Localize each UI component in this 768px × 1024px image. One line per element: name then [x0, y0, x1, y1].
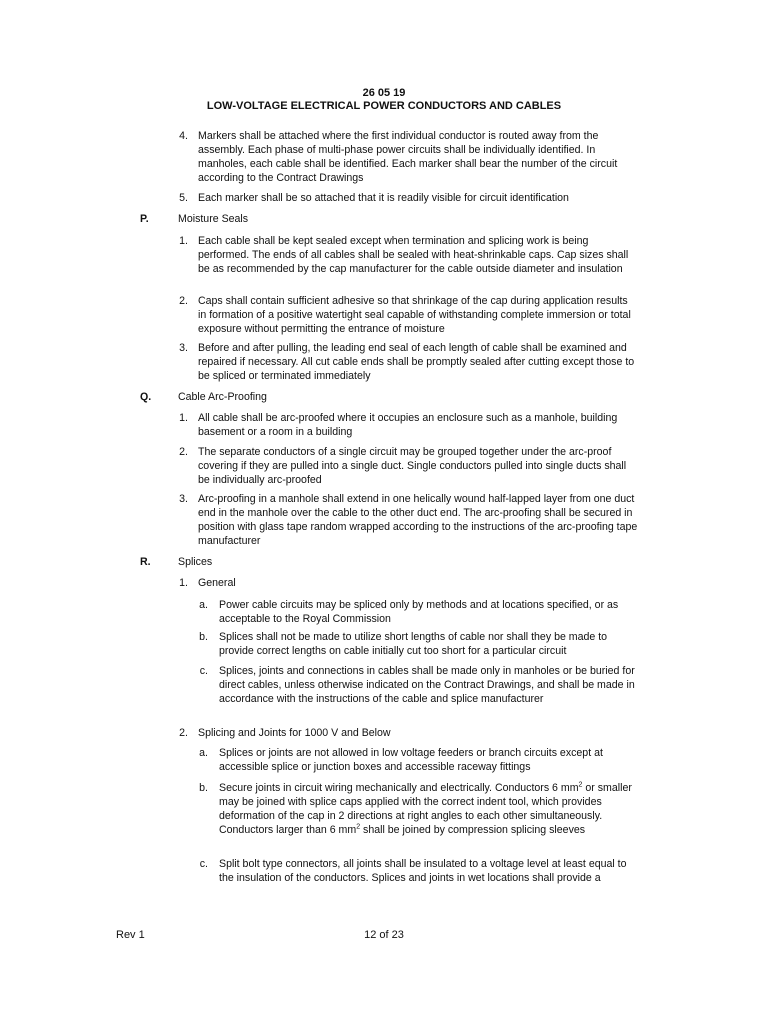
item-number: 2. — [179, 295, 188, 307]
item-letter: c. — [199, 858, 208, 870]
item-letter: b. — [199, 782, 208, 794]
item-letter: a. — [199, 599, 208, 611]
section-heading-moisture-seals: Moisture Seals — [178, 213, 249, 225]
item-number: 5. — [179, 192, 188, 204]
subheading-splicing-1000v: Splicing and Joints for 1000 V and Below — [198, 727, 391, 739]
item-letter: a. — [199, 747, 208, 759]
footer-revision: Rev 1 — [116, 929, 145, 941]
paragraph-splices-joints-connections: Splices, joints and connections in cables shall be made only in manholes or be buried for direct cables, unless otherwise indicated on the Contract Drawings, and shall be made in accordance with the instructions of the cable and splice manufacturer — [219, 665, 635, 705]
section-letter: P. — [140, 213, 149, 225]
item-number: 2. — [179, 727, 188, 739]
paragraph-splices-not-allowed: Splices or joints are not allowed in low voltage feeders or branch circuits except at accessible splice or junction boxes and accessible raceway fittings — [219, 747, 603, 773]
paragraph-arc-proofing-manhole: Arc-proofing in a manhole shall extend in one helically wound half-lapped layer from one duct end in the manhole over the cable to the other duct end. The arc-proofing shall be secured in position with glass tape random wrapped according to the instructions of the arc-proofing tape manufacturer — [198, 493, 638, 547]
subheading-general: General — [198, 577, 236, 589]
section-heading-splices: Splices — [178, 556, 213, 568]
item-letter: c. — [199, 665, 208, 677]
paragraph-power-cable-circuits: Power cable circuits may be spliced only by methods and at locations specified, or as acceptable to the Royal Commission — [219, 599, 619, 625]
item-number: 3. — [179, 342, 188, 354]
item-number: 1. — [179, 235, 188, 247]
paragraph-split-bolt: Split bolt type connectors, all joints shall be insulated to a voltage level at least equal to the insulation of the conductors. Splices and joints in wet locations shall provide a — [219, 858, 627, 884]
section-number: 26 05 19 — [362, 87, 406, 99]
item-number: 3. — [179, 493, 188, 505]
item-number: 4. — [179, 130, 188, 142]
paragraph-arc-proofed: All cable shall be arc-proofed where it occupies an enclosure such as a manhole, building basement or a room in a building — [198, 412, 618, 438]
item-letter: b. — [199, 631, 208, 643]
paragraph-separate-conductors: The separate conductors of a single circuit may be grouped together under the arc-proof covering if they are pulled into a single duct. Single conductors pulled into single ducts shall be individually arc-proofed — [198, 446, 627, 486]
footer-page-number: 12 of 23 — [364, 929, 404, 941]
paragraph-secure-joints: Secure joints in circuit wiring mechanically and electrically. Conductors 6 $mm^2$ or smaller may be joined with splice caps applied with the correct indent tool, which provides deformation of the cap in 2 directions at right angles to each other simultaneously. Conductors larger than 6 $mm^2$ shall be joined by compression splicing sleeves — [219, 781, 632, 836]
section-letter: R. — [140, 556, 151, 568]
item-number: 1. — [179, 577, 188, 589]
section-heading-arc-proofing: Cable Arc-Proofing — [178, 391, 267, 403]
paragraph-cable-sealed: Each cable shall be kept sealed except when termination and splicing work is being performed. The ends of all cables shall be sealed with heat-shrinkable caps. Cap sizes shall be as recommended by the cap manufacturer for the cable outside diameter and insulation — [198, 235, 629, 275]
item-number: 2. — [179, 446, 188, 458]
paragraph-leading-end-seal: Before and after pulling, the leading end seal of each length of cable shall be examined and repaired if necessary. All cut cable ends shall be promptly sealed after cutting except those to be spliced or terminated immediately — [198, 342, 635, 382]
item-number: 1. — [179, 412, 188, 424]
paragraph-caps-adhesive: Caps shall contain sufficient adhesive so that shrinkage of the cap during application results in formation of a positive watertight seal capable of withstanding complete immersion or total exposure without permitting the entrance of moisture — [198, 295, 631, 335]
paragraph-markers-attached: Markers shall be attached where the first individual conductor is routed away from the assembly. Each phase of multi-phase power circuits shall be individually identified. In manholes, each cable shall be identified. Each marker shall bear the number of the circuit according to the Contract Drawings — [198, 130, 618, 184]
section-letter: Q. — [140, 391, 152, 403]
paragraph-marker-visible: Each marker shall be so attached that it is readily visible for circuit identification — [198, 192, 569, 204]
paragraph-short-lengths: Splices shall not be made to utilize short lengths of cable nor shall they be made to provide correct lengths on cable initially cut too short for a particular circuit — [219, 631, 608, 657]
section-title: LOW-VOLTAGE ELECTRICAL POWER CONDUCTORS AND CABLES — [206, 100, 562, 112]
